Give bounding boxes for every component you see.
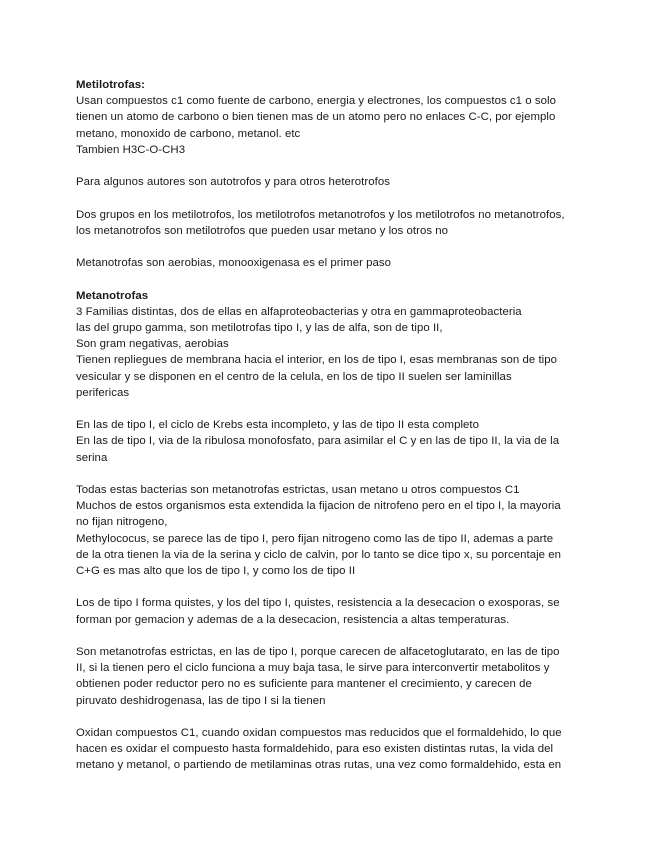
text-line: Son metanotrofas estrictas, en las de tipo I, porque carecen de alfacetoglutarato, en las de tipo [76,645,560,658]
document-page [76,77,581,774]
text-line: Los de tipo I forma quistes, y los del tipo I, quistes, resistencia a la desecacion o exosporas, se [76,597,560,610]
paragraph-gap [76,190,581,206]
text-line: Metanotrofas son aerobias, monooxigenasa es el primer paso [76,257,392,270]
section-heading: Metanotrofas [76,289,149,302]
text-line: metano, monoxido de carbono, metanol. etc [76,127,301,140]
paragraph [76,725,581,774]
text-line: Todas estas bacterias son metanotrofas estrictas, usan metano u otros compuestos C1 [76,483,520,496]
paragraph-gap [76,709,581,725]
text-line: perifericas [76,386,130,399]
text-line: serina [76,451,108,464]
text-line: Muchos de estos organismos esta extendida la fijacion de nitrofeno pero en el tipo I, la mayoria [76,500,561,513]
text-line: Dos grupos en los metilotrofos, los metilotrofos metanotrofos y los metilotrofos no metanotrofos, [76,208,565,221]
text-line: forman por gemacion y ademas de a la desecacion, resistencia a altas temperaturas. [76,613,510,626]
paragraph [76,288,581,401]
text-line: Methylococus, se parece las de tipo I, pero fijan nitrogeno como las de tipo II, ademas a parte [76,532,554,545]
text-line: las del grupo gamma, son metilotrofas tipo I, y las de alfa, son de tipo II, [76,321,443,334]
paragraph-gap [76,271,581,287]
paragraph-gap [76,466,581,482]
text-line: hacen es oxidar el compuesto hasta formaldehido, para eso existen distintas rutas, la vida del [76,743,554,756]
text-line: los metanotrofos son metilotrofos que pueden usar metano y los otros no [76,224,449,237]
paragraph [76,482,581,579]
paragraph-gap [76,401,581,417]
paragraph [76,207,581,239]
section-heading: Metilotrofas: [76,79,145,91]
text-line: metano y metanol, o partiendo de metilaminas otras rutas, una vez como formaldehido, esta en [76,759,562,772]
text-line: En las de tipo I, via de la ribulosa monofosfato, para asimilar el C y en las de tipo II, la via de la [76,435,560,448]
text-line: II, si la tienen pero el ciclo funciona a muy baja tasa, le sirve para interconvertir metabolitos y [76,662,550,675]
text-line: de la otra tienen la via de la serina y ciclo de calvin, por lo tanto se dice tipo x, su porcentaje en [76,548,562,561]
text-line: tienen un atomo de carbono o bien tienen mas de un atomo pero no enlaces C-C, por ejemplo [76,111,556,124]
paragraph [76,644,581,709]
text-line: Tambien H3C-O-CH3 [76,143,186,156]
text-line: Para algunos autores son autotrofos y para otros heterotrofos [76,176,390,189]
paragraph [76,174,581,190]
text-line: Oxidan compuestos C1, cuando oxidan compuestos mas reducidos que el formaldehido, lo que [76,726,562,739]
paragraph [76,417,581,466]
text-line: Son gram negativas, aerobias [76,338,229,351]
text-line: piruvato deshidrogenasa, las de tipo I si la tienen [76,694,326,707]
paragraph-gap [76,628,581,644]
text-line: Tienen repliegues de membrana hacia el interior, en los de tipo I, esas membranas son de tipo [76,354,558,367]
text-line: vesicular y se disponen en el centro de la celula, en los de tipo II suelen ser laminillas [76,370,512,383]
text-line: En las de tipo I, el ciclo de Krebs esta incompleto, y las de tipo II esta completo [76,419,480,432]
text-line: C+G es mas alto que los de tipo I, y como los de tipo II [76,565,356,577]
paragraph-gap [76,579,581,595]
paragraph [76,595,581,627]
text-line: obtienen poder reductor pero no es suficiente para mantener el crecimiento, y carecen de [76,678,532,691]
text-line: Usan compuestos c1 como fuente de carbono, energia y electrones, los compuestos c1 o solo [76,95,556,108]
paragraph-gap [76,239,581,255]
paragraph [76,77,581,158]
paragraph [76,255,581,271]
text-line: 3 Familias distintas, dos de ellas en alfaproteobacterias y otra en gammaproteobacteria [76,305,522,318]
text-line: no fijan nitrogeno, [76,516,168,529]
paragraph-gap [76,158,581,174]
